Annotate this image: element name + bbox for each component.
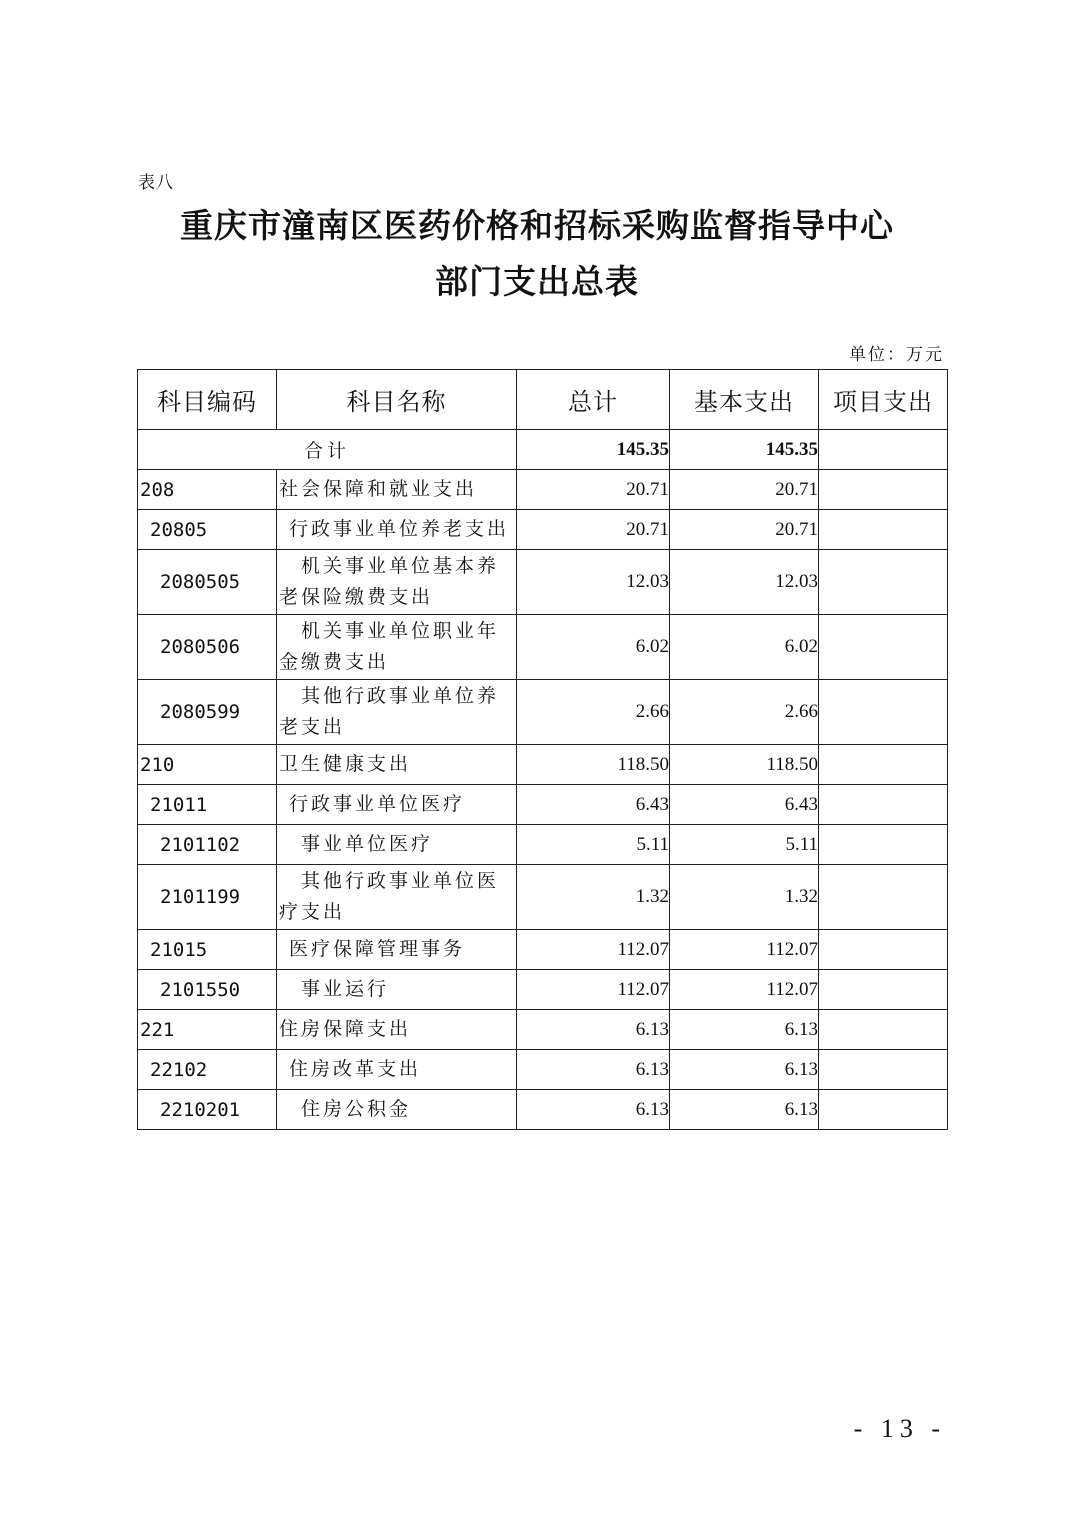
row-project: [819, 680, 948, 745]
total-label: 合计: [138, 430, 517, 470]
row-code: 22102: [138, 1050, 277, 1090]
row-name: 机关事业单位基本养老保险缴费支出: [277, 550, 517, 615]
row-basic: 5.11: [670, 825, 819, 865]
row-total: 112.07: [517, 970, 670, 1010]
row-total: 1.32: [517, 865, 670, 930]
row-total: 5.11: [517, 825, 670, 865]
header-code: 科目编码: [138, 370, 277, 430]
row-basic: 118.50: [670, 745, 819, 785]
row-total: 2.66: [517, 680, 670, 745]
row-basic: 2.66: [670, 680, 819, 745]
table-row: [138, 510, 948, 550]
header-total: 总计: [517, 370, 670, 430]
header-basic: 基本支出: [670, 370, 819, 430]
document-subtitle: 部门支出总表: [435, 262, 639, 301]
row-project: [819, 970, 948, 1010]
row-name: 住房公积金: [277, 1090, 517, 1130]
row-basic: 6.02: [670, 615, 819, 680]
row-basic: 20.71: [670, 470, 819, 510]
row-name: 卫生健康支出: [277, 745, 517, 785]
row-project: [819, 470, 948, 510]
row-name: 住房保障支出: [277, 1010, 517, 1050]
row-total: 6.13: [517, 1090, 670, 1130]
page-number: - 13 -: [853, 1414, 946, 1443]
table-row: [138, 785, 948, 825]
total-project: [819, 430, 948, 470]
total-row: [138, 430, 948, 470]
row-code: 210: [138, 745, 277, 785]
row-name: 事业单位医疗: [277, 825, 517, 865]
row-basic: 112.07: [670, 970, 819, 1010]
row-basic: 6.13: [670, 1010, 819, 1050]
row-code: 2101102: [138, 825, 277, 865]
unit-label: 单位：万元: [849, 345, 944, 365]
row-name: 行政事业单位医疗: [277, 785, 517, 825]
row-total: 118.50: [517, 745, 670, 785]
table-row: [138, 1090, 948, 1130]
row-project: [819, 510, 948, 550]
expenditure-table: [137, 369, 948, 1130]
table-row: [138, 550, 948, 615]
document-title: 重庆市潼南区医药价格和招标采购监督指导中心: [180, 206, 894, 245]
row-code: 2101199: [138, 865, 277, 930]
row-project: [819, 930, 948, 970]
row-project: [819, 785, 948, 825]
row-project: [819, 745, 948, 785]
row-basic: 6.43: [670, 785, 819, 825]
row-name: 其他行政事业单位医疗支出: [277, 865, 517, 930]
row-total: 6.02: [517, 615, 670, 680]
table-row: [138, 680, 948, 745]
row-total: 20.71: [517, 510, 670, 550]
row-name: 机关事业单位职业年金缴费支出: [277, 615, 517, 680]
row-total: 6.13: [517, 1010, 670, 1050]
table-row: [138, 745, 948, 785]
row-name: 其他行政事业单位养老支出: [277, 680, 517, 745]
row-total: 20.71: [517, 470, 670, 510]
row-basic: 20.71: [670, 510, 819, 550]
row-code: 2101550: [138, 970, 277, 1010]
total-amount: 145.35: [517, 430, 670, 470]
table-row: [138, 970, 948, 1010]
header-project: 项目支出: [819, 370, 948, 430]
row-basic: 12.03: [670, 550, 819, 615]
row-name: 医疗保障管理事务: [277, 930, 517, 970]
row-code: 208: [138, 470, 277, 510]
row-name: 住房改革支出: [277, 1050, 517, 1090]
row-project: [819, 550, 948, 615]
row-basic: 112.07: [670, 930, 819, 970]
row-code: 2210201: [138, 1090, 277, 1130]
row-code: 2080506: [138, 615, 277, 680]
row-code: 20805: [138, 510, 277, 550]
row-project: [819, 1090, 948, 1130]
row-total: 12.03: [517, 550, 670, 615]
table-row: [138, 1010, 948, 1050]
row-name: 事业运行: [277, 970, 517, 1010]
row-basic: 1.32: [670, 865, 819, 930]
table-row: [138, 930, 948, 970]
row-basic: 6.13: [670, 1050, 819, 1090]
row-total: 6.13: [517, 1050, 670, 1090]
row-name: 行政事业单位养老支出: [277, 510, 517, 550]
table-row: [138, 865, 948, 930]
row-basic: 6.13: [670, 1090, 819, 1130]
row-name: 社会保障和就业支出: [277, 470, 517, 510]
table-row: [138, 825, 948, 865]
row-project: [819, 865, 948, 930]
row-project: [819, 615, 948, 680]
table-label: 表八: [138, 173, 174, 193]
table-header-row: [138, 370, 948, 430]
table-row: [138, 470, 948, 510]
row-code: 221: [138, 1010, 277, 1050]
row-code: 21011: [138, 785, 277, 825]
header-name: 科目名称: [277, 370, 517, 430]
total-basic: 145.35: [670, 430, 819, 470]
row-total: 6.43: [517, 785, 670, 825]
table-row: [138, 615, 948, 680]
row-total: 112.07: [517, 930, 670, 970]
row-code: 2080505: [138, 550, 277, 615]
table-row: [138, 1050, 948, 1090]
row-project: [819, 1050, 948, 1090]
row-project: [819, 825, 948, 865]
row-code: 2080599: [138, 680, 277, 745]
row-project: [819, 1010, 948, 1050]
row-code: 21015: [138, 930, 277, 970]
